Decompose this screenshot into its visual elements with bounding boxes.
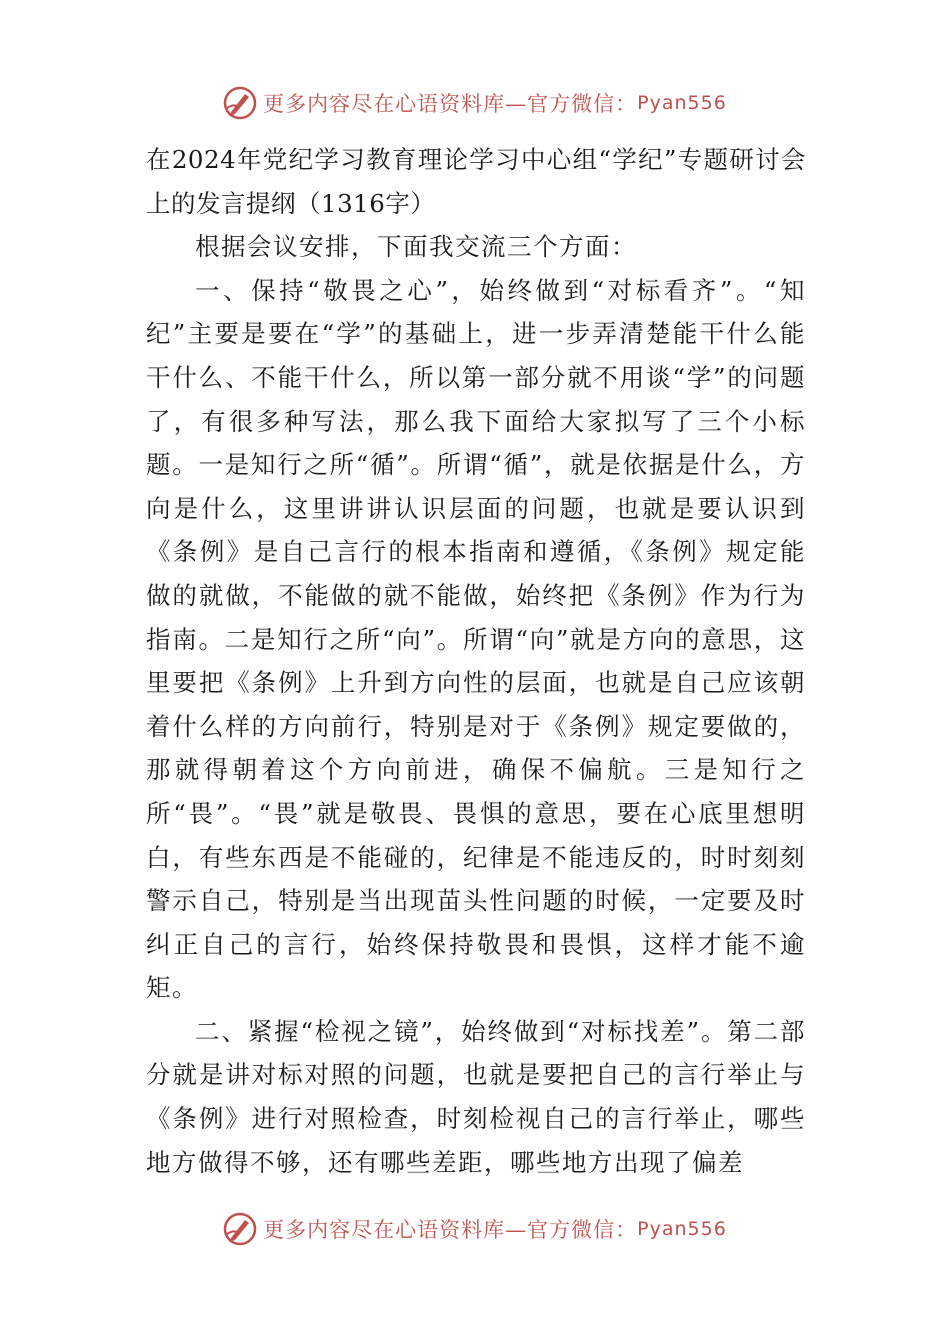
pen-logo-icon	[223, 86, 257, 120]
watermark-header	[0, 86, 950, 120]
watermark-account: Pyan556	[637, 92, 727, 114]
paragraph-section-one: 一、保持“敬畏之心”，始终做到“对标看齐”。“知纪”主要是要在“学”的基础上，进一步弄清楚能干什么能干什么、不能干什么，所以第一部分就不用谈“学”的问题了，有很多种写法，那么我下面给大家拟写了三个小标题。一是知行之所“循”。所谓“循”，就是依据是什么，方向是什么，这里讲讲认识层面的问题，也就是要认识到《条例》是自己言行的根本指南和遵循，《条例》规定能做的就做，不能做的就不能做，始终把《条例》作为行为指南。二是知行之所“向”。所谓“向”就是方向的意思，这里要把《条例》上升到方向性的层面，也就是自己应该朝着什么样的方向前行，特别是对于《条例》规定要做的，那就得朝着这个方向前进，确保不偏航。三是知行之所“畏”。“畏”就是敬畏、畏惧的意思，要在心底里想明白，有些东西是不能碰的，纪律是不能违反的，时时刻刻警示自己，特别是当出现苗头性问题的时候，一定要及时纠正自己的言行，始终保持敬畏和畏惧，这样才能不逾矩。	[146, 275, 806, 1003]
document-body	[146, 138, 806, 1184]
watermark-text: 更多内容尽在心语资料库—官方微信：	[263, 1218, 638, 1242]
paragraph-intro: 根据会议安排，下面我交流三个方面：	[195, 232, 637, 262]
watermark-footer	[0, 1212, 950, 1246]
watermark-account: Pyan556	[637, 1218, 727, 1240]
pen-logo-icon	[223, 1212, 257, 1246]
document-title: 在2024年党纪学习教育理论学习中心组“学纪”专题研讨会上的发言提纲（1316字）	[146, 145, 806, 218]
paragraph-section-two: 二、紧握“检视之镜”，始终做到“对标找差”。第二部分就是讲对标对照的问题，也就是要把自己的言行举止与《条例》进行对照检查，时刻检视自己的言行举止，哪些地方做得不够，还有哪些差距，哪些地方出现了偏差	[146, 1016, 806, 1177]
watermark-text: 更多内容尽在心语资料库—官方微信：	[263, 92, 638, 116]
